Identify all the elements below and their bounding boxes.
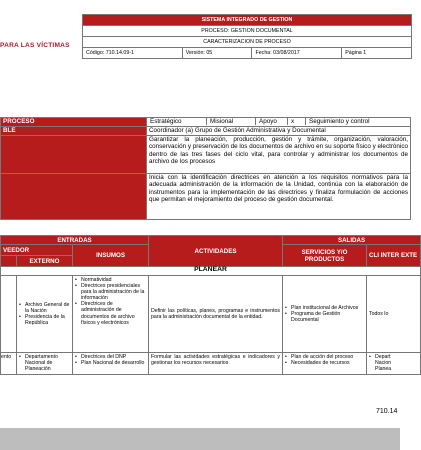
- page-label: Página 1: [342, 48, 412, 59]
- option-estrategico: Estratégico: [147, 118, 207, 125]
- process-info-table: [0, 117, 411, 220]
- characterization-table: [0, 235, 421, 375]
- page-bottom-bar: [0, 428, 400, 450]
- logo-text: PARA LAS VÍCTIMAS: [0, 41, 70, 49]
- services-header: SERVICIOS Y/O PRODUCTOS: [283, 245, 367, 267]
- list-item: • Plan Nacional de desarrollo: [75, 360, 146, 366]
- entradas-header: ENTRADAS: [1, 236, 149, 245]
- responsible-label: BLE: [1, 127, 147, 136]
- row1-client: Todos lo: [367, 276, 421, 353]
- list-item: • Programa de Gestión Documental: [285, 311, 364, 323]
- scope-label-cell: [1, 174, 147, 220]
- row2-inputs-list: [75, 354, 146, 366]
- list-item: • Necesidades de recursos: [285, 360, 364, 366]
- document-subtitle: CARACTERIZACION DE PROCESO: [83, 37, 412, 48]
- client-header: CLI INTER EXTE: [367, 245, 421, 267]
- list-item: • Depart Nacion Planea: [369, 354, 395, 372]
- scope-text: Inicia con la identificación directrices en atención a los requisitos normativos para la adecuada administración de la información de la Unidad, continúa con la elaboración de instrumentos para la implementación de las directrices y finaliza formulación de acciones que permitan el mejoramiento del proceso de gestión documental.: [149, 174, 408, 204]
- row1-activity: Definir las políticas, planes, programas e instrumentos para la administración documental de la entidad.: [149, 276, 283, 353]
- list-item: • Directrices presidenciales para la administración de la información: [75, 283, 146, 301]
- row2-external-list: [19, 354, 70, 372]
- option-seguimiento: Seguimiento y control: [309, 118, 370, 125]
- list-item: • Archivo General de la Nación: [19, 302, 70, 314]
- list-item: • Normatividad: [75, 277, 146, 283]
- option-apoyo-mark: x: [288, 118, 306, 125]
- external-provider-header: EXTERNO: [17, 256, 73, 267]
- list-item: • Plan institucional de Archivos: [285, 305, 364, 311]
- row2-internal: ento: [1, 353, 17, 375]
- row1-inputs-list: [75, 277, 146, 326]
- list-item: • Directrices del DNP: [75, 354, 146, 360]
- row2-client-list: [369, 354, 418, 372]
- internal-provider-header: [1, 256, 17, 267]
- list-item: • Departamento Nacional de Planeación: [19, 354, 70, 372]
- process-type-options: [147, 118, 410, 125]
- list-item: • Directrices de administración de documentos de archivo físicos y electrónicos: [75, 301, 146, 325]
- date-label: Fecha: 03/08/2017: [252, 48, 342, 59]
- row2-activity: Formular las actividades estratégicas e indicadores y gestionar los recursos necesarios: [149, 353, 283, 375]
- list-item: • Presidencia de la República: [19, 314, 70, 326]
- process-line: PROCESO: GESTION DOCUMENTAL: [83, 26, 412, 37]
- inputs-header: INSUMOS: [73, 245, 149, 267]
- provider-header: VEEDOR: [1, 245, 73, 256]
- salidas-header: SALIDAS: [283, 236, 421, 245]
- footer-code: 710.14: [376, 408, 398, 415]
- objective-text: Garantizar la planeación, producción, gestión y trámite, organización, valoración, conservación y preservación de los documentos de archivo en su soporte físico y electrónico dentro de las tres fases del ciclo vital, para controlar y administrar los documentos de archivo de los procesos: [149, 136, 408, 166]
- version-label: Versión: 05: [182, 48, 252, 59]
- row1-services-list: [285, 305, 364, 323]
- list-item: • Plan de acción del proceso: [285, 354, 364, 360]
- responsible-value: Coordinador (a) Grupo de Gestión Administrativa y Documental: [147, 127, 411, 136]
- document-header-table: [82, 14, 412, 59]
- row1-external-list: [19, 302, 70, 326]
- process-type-label: PROCESO: [1, 118, 147, 127]
- objective-label-cell: [1, 136, 147, 174]
- system-title: SISTEMA INTEGRADO DE GESTION: [83, 15, 412, 26]
- option-misional: Misional: [207, 118, 256, 125]
- row1-internal: [1, 276, 17, 353]
- entity-logo: [0, 14, 80, 76]
- code-label: Código: 710.14.09-1: [83, 48, 183, 59]
- activities-header: ACTIVIDADES: [149, 236, 283, 267]
- option-apoyo: Apoyo: [256, 118, 288, 125]
- section-planear: PLANEAR: [1, 267, 421, 276]
- row2-services-list: [285, 354, 364, 366]
